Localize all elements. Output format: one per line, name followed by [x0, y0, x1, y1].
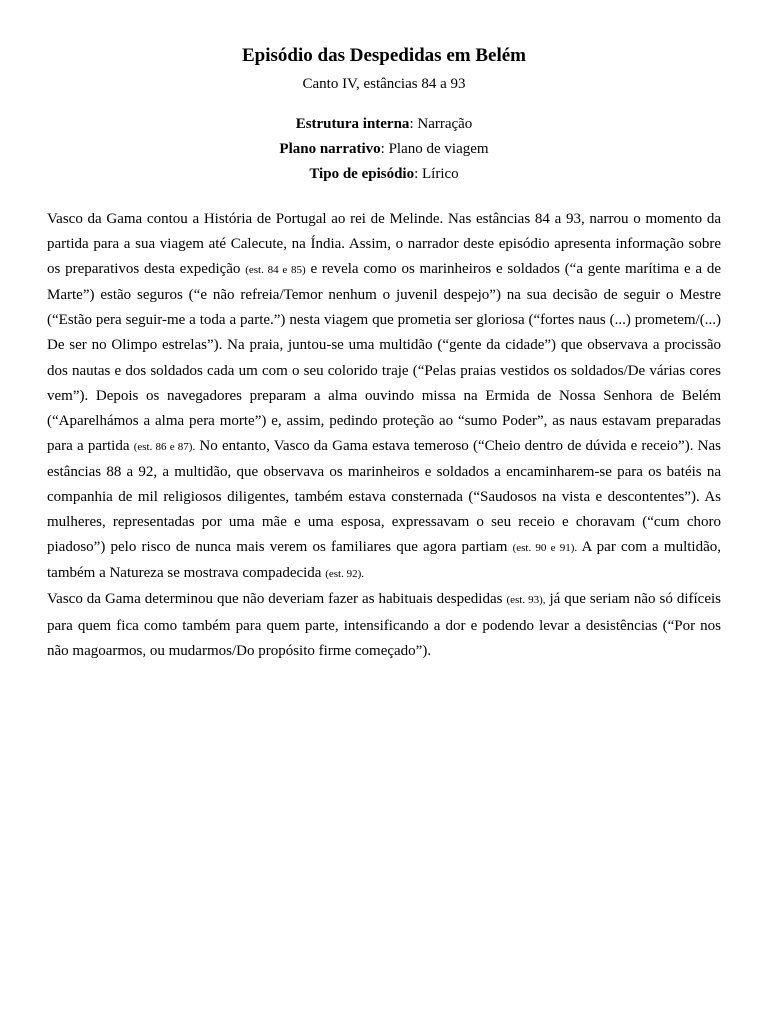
stanza-reference: (est. 84 e 85)	[245, 264, 306, 277]
meta-value: : Narração	[409, 116, 473, 132]
paragraph-1	[47, 207, 721, 587]
stanza-reference: (est. 92).	[325, 568, 364, 581]
meta-line-plan	[47, 137, 721, 162]
document-title: Episódio das Despedidas em Belém	[242, 45, 526, 66]
episode-metadata	[47, 112, 721, 187]
stanza-reference: (est. 86 e 87).	[133, 440, 196, 453]
text-run: já que seriam não só difíceis para quem fica como também para quem parte, intensificando a dor e podendo levar a desistências (“Por nos não magoarmos, ou mudarmos/Do propósito firme começado”).	[47, 591, 721, 659]
meta-label: Plano narrativo	[279, 141, 381, 157]
meta-line-structure	[47, 112, 721, 137]
meta-value: : Lírico	[414, 166, 459, 182]
text-run: A par com a multidão, também a Natureza se mostrava compadecida	[47, 539, 722, 582]
text-run: Vasco da Gama contou a História de Portugal ao rei de Melinde. Nas estâncias 84 a 93, narrou o momento da partida para a sua viagem até Calecute, na Índia. Assim, o narrador deste episódio apresenta informação sobre os preparativos desta expedição	[47, 211, 721, 278]
paragraph-2	[47, 587, 721, 663]
document-subtitle: Canto IV, estâncias 84 a 93	[302, 76, 466, 92]
stanza-reference: (est. 90 e 91).	[512, 542, 578, 555]
meta-label: Estrutura interna	[295, 116, 410, 132]
meta-value: : Plano de viagem	[380, 141, 489, 157]
meta-label: Tipo de episódio	[309, 166, 415, 182]
meta-line-type	[47, 162, 721, 187]
text-run: No entanto, Vasco da Gama estava temeroso (“Cheio dentro de dúvida e receio”). Nas estâncias 88 a 92, a multidão, que observava os marinheiros e soldados a encaminharem-se para os batéis na companhia de mil religiosos diligentes, também estava consternada (“Saudosos na vista e descontentes”). As mulheres, representadas por uma mãe e uma esposa, expressavam o seu receio e choravam (“cum choro piadoso”) pelo risco de nunca mais verem os familiares que agora partiam	[47, 437, 721, 556]
document-body	[47, 207, 721, 664]
text-run: Vasco da Gama determinou que não deveriam fazer as habituais despedidas	[47, 591, 507, 608]
stanza-reference: (est. 93),	[506, 594, 546, 607]
text-run: e revela como os marinheiros e soldados (“a gente marítima e a de Marte”) estão seguros (“e não refreia/Temor nenhum o juvenil despejo”) na sua decisão de seguir o Mestre (“Estão pera seguir-me a toda a parte.”) nesta viagem que prometia ser gloriosa (“fortes naus (...) prometem/(...) De ser no Olimpo estrelas”). Na praia, juntou-se uma multidão (“gente da cidade”) que observava a procissão dos nautas e dos soldados cada um com o seu colorido traje (“Pelas praias vestidos os soldados/De várias cores vem”). Depois os navegadores preparam a alma ouvindo missa na Ermida de Nossa Senhora de Belém (“Aparelhámos a alma pera morte”) e, assim, pedindo proteção ao “sumo Poder”, as naus estavam preparadas para a partida	[47, 261, 721, 454]
